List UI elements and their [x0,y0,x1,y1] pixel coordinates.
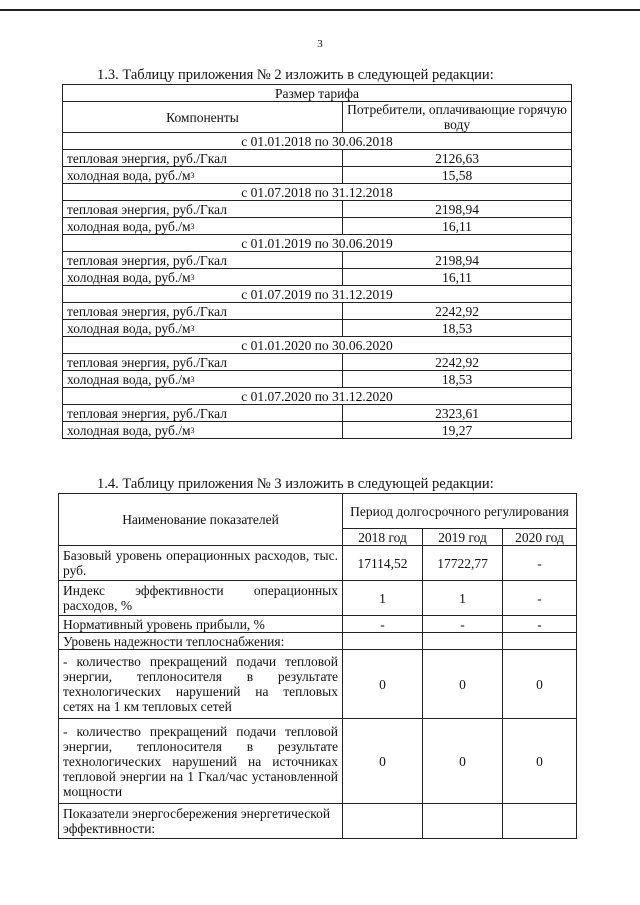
heat-label: тепловая энергия, руб./Гкал [63,252,343,269]
cell-2019: 0 [423,719,503,804]
period-label: с 01.07.2019 по 31.12.2019 [63,286,572,303]
cell-2018: - [343,616,423,633]
heat-row [63,252,572,269]
tariff-table [62,84,572,439]
water-row [63,167,572,184]
water-value: 18,53 [343,371,572,388]
year-header-2020: 2020 год [503,529,577,546]
unit-superscript: 3 [190,425,195,435]
cell-2018: 0 [343,719,423,804]
row-label: Уровень надежности теплоснабжения: [59,633,343,650]
water-label-cell [63,422,343,439]
water-row [63,422,572,439]
heat-row [63,150,572,167]
period-row [63,184,572,201]
cell-empty [503,633,577,650]
period-label: с 01.01.2019 по 30.06.2019 [63,235,572,252]
row-label: Показатели энергосбережения энергетической эффективности: [59,804,343,839]
row-profit-level [59,616,577,633]
unit-superscript: 3 [190,323,195,333]
heat-value: 2198,94 [343,201,572,218]
cell-2020: - [503,546,577,581]
cell-2018: 17114,52 [343,546,423,581]
row-source-interruptions [59,719,577,804]
section-1-4-caption: 1.4. Таблицу приложения № 3 изложить в следующей редакции: [97,476,494,492]
heat-value: 2242,92 [343,354,572,371]
heat-value: 2126,63 [343,150,572,167]
row-label: - количество прекращений подачи тепловой энергии, теплоносителя в результате технологических нарушений на тепловых сетях на 1 км тепловых сетей [59,650,343,719]
cell-empty [343,633,423,650]
tariff-table-body [63,133,572,439]
year-header-2019: 2019 год [423,529,503,546]
water-label: холодная вода, руб./м [67,320,191,336]
water-value: 15,58 [343,167,572,184]
period-row [63,235,572,252]
heat-label: тепловая энергия, руб./Гкал [63,150,343,167]
row-label: Базовый уровень операционных расходов, тыс. руб. [59,546,343,581]
page-number: 3 [317,38,323,50]
cell-2020: - [503,616,577,633]
cell-2019: 17722,77 [423,546,503,581]
col-period-header: Период долгосрочного регулирования [343,494,577,529]
water-row [63,218,572,235]
heat-label: тепловая энергия, руб./Гкал [63,303,343,320]
cell-2020: - [503,581,577,616]
unit-superscript: 3 [190,374,195,384]
period-row [63,337,572,354]
row-energy-saving [59,804,577,839]
period-label: с 01.07.2020 по 31.12.2020 [63,388,572,405]
heat-label: тепловая энергия, руб./Гкал [63,405,343,422]
cell-2020: 0 [503,719,577,804]
cell-empty [423,633,503,650]
cell-2018: 1 [343,581,423,616]
top-rule [0,9,640,11]
water-label: холодная вода, руб./м [67,269,191,285]
water-row [63,269,572,286]
heat-label: тепловая энергия, руб./Гкал [63,354,343,371]
heat-row [63,354,572,371]
cell-empty [343,804,423,839]
tariff-table-title: Размер тарифа [63,85,572,102]
heat-value: 2323,61 [343,405,572,422]
col-name-header: Наименование показателей [59,494,343,546]
water-value: 16,11 [343,269,572,286]
row-label: Индекс эффективности операционных расходов, % [59,581,343,616]
water-label-cell [63,218,343,235]
indicators-table [58,493,577,839]
heat-value: 2242,92 [343,303,572,320]
water-label: холодная вода, руб./м [67,167,191,183]
row-efficiency-index [59,581,577,616]
period-row [63,133,572,150]
cell-2020: 0 [503,650,577,719]
cell-2019: 1 [423,581,503,616]
row-base-opex [59,546,577,581]
heat-row [63,201,572,218]
cell-2019: 0 [423,650,503,719]
cell-2018: 0 [343,650,423,719]
water-label-cell [63,269,343,286]
period-label: с 01.01.2018 по 30.06.2018 [63,133,572,150]
water-value: 18,53 [343,320,572,337]
period-row [63,286,572,303]
period-label: с 01.07.2018 по 31.12.2018 [63,184,572,201]
water-label: холодная вода, руб./м [67,371,191,387]
water-label-cell [63,167,343,184]
cell-2019: - [423,616,503,633]
period-label: с 01.01.2020 по 30.06.2020 [63,337,572,354]
cell-empty [423,804,503,839]
cell-empty [503,804,577,839]
water-row [63,320,572,337]
unit-superscript: 3 [190,170,195,180]
heat-row [63,303,572,320]
heat-value: 2198,94 [343,252,572,269]
year-header-2018: 2018 год [343,529,423,546]
water-label-cell [63,320,343,337]
heat-label: тепловая энергия, руб./Гкал [63,201,343,218]
col-components-header: Компоненты [63,102,343,133]
water-value: 16,11 [343,218,572,235]
water-row [63,371,572,388]
row-label: Нормативный уровень прибыли, % [59,616,343,633]
water-label: холодная вода, руб./м [67,218,191,234]
unit-superscript: 3 [190,272,195,282]
water-label-cell [63,371,343,388]
row-label: - количество прекращений подачи тепловой энергии, теплоносителя в результате технологических нарушений на источниках тепловой энергии на 1 Гкал/час установленной мощности [59,719,343,804]
row-network-interruptions [59,650,577,719]
water-label: холодная вода, руб./м [67,422,191,438]
water-value: 19,27 [343,422,572,439]
period-row [63,388,572,405]
unit-superscript: 3 [190,221,195,231]
row-reliability [59,633,577,650]
section-1-3-caption: 1.3. Таблицу приложения № 2 изложить в следующей редакции: [97,67,494,83]
col-consumers-header: Потребители, оплачивающие горячую воду [343,102,572,133]
heat-row [63,405,572,422]
